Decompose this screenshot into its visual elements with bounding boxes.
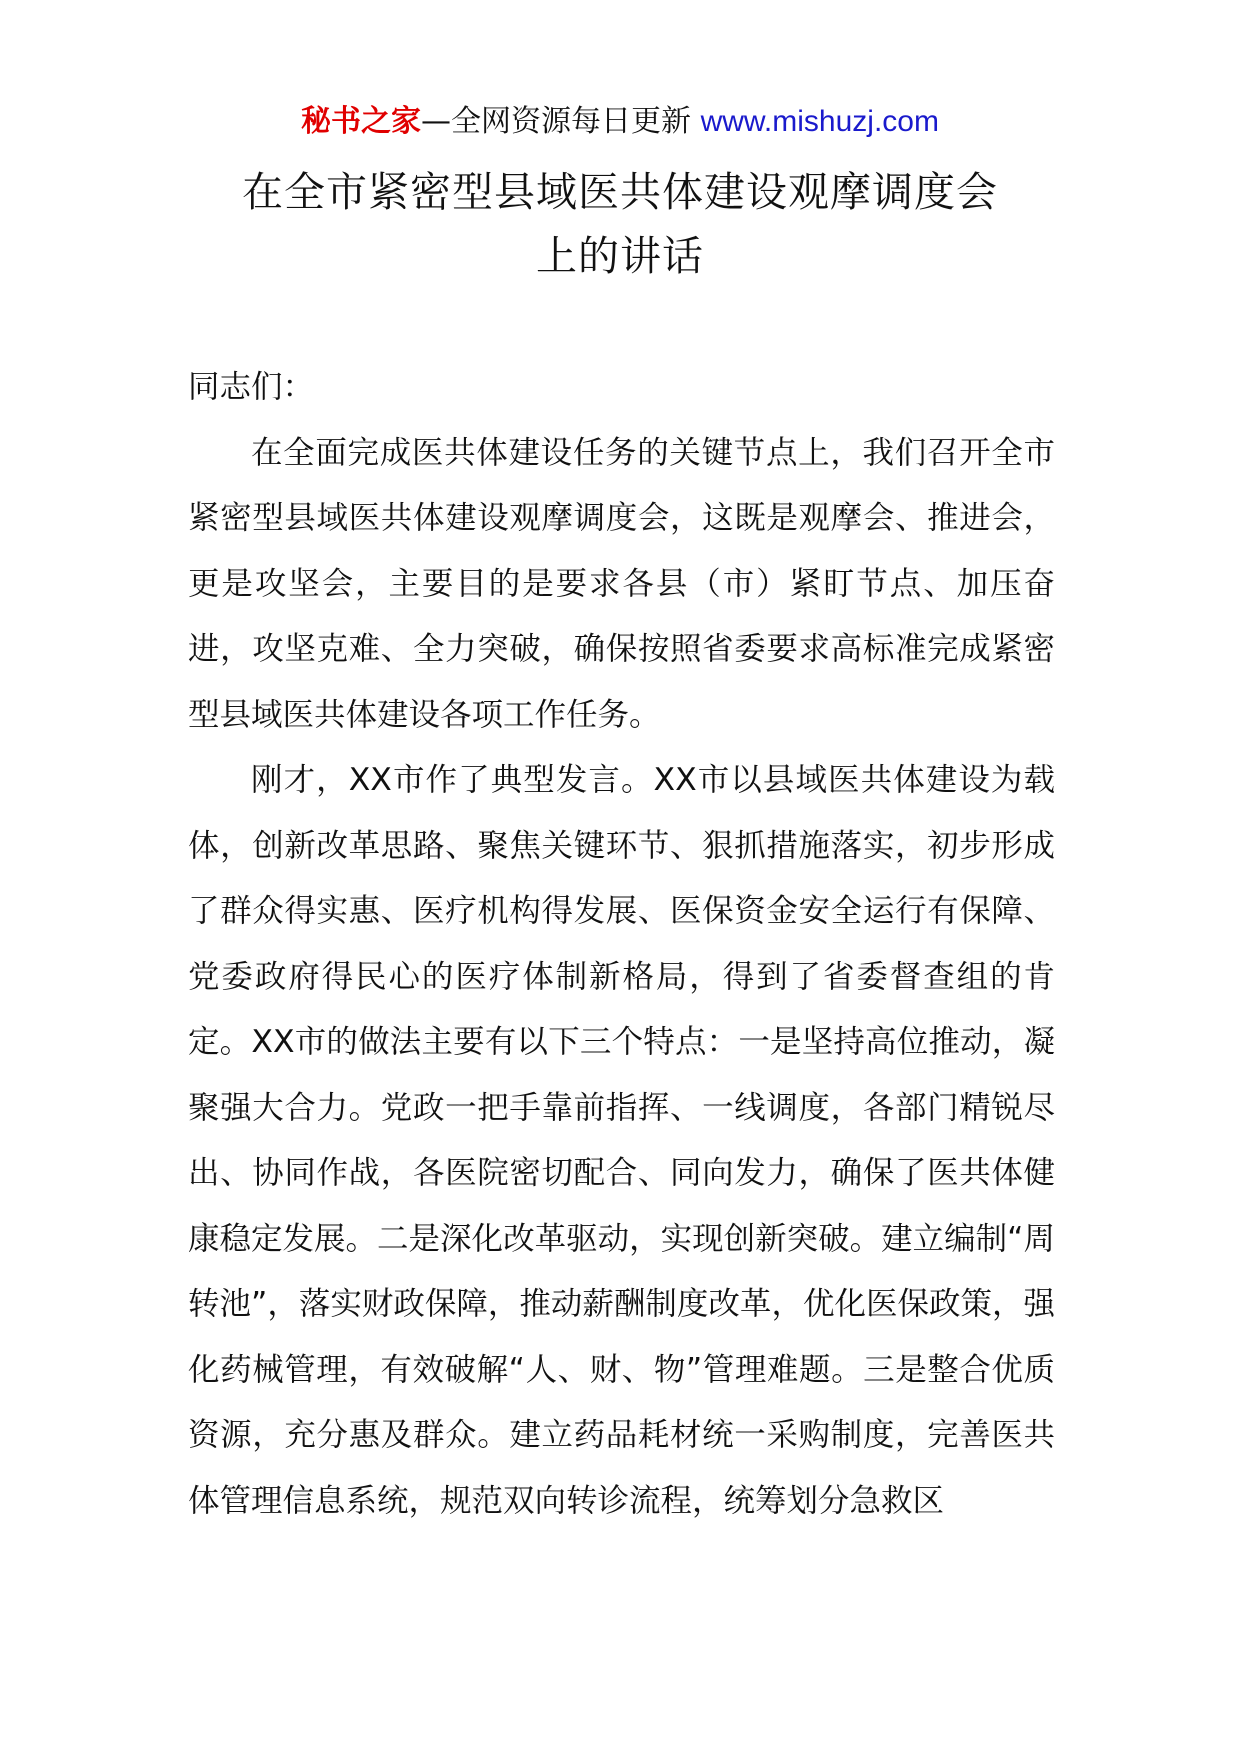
title-line-2: 上的讲话: [536, 232, 704, 280]
watermark-header: [0, 100, 1240, 144]
document-body: [188, 355, 1055, 1534]
brand-name: 秘书之家: [301, 104, 422, 139]
document-title: [0, 160, 1240, 288]
title-line-1: 在全市紧密型县域医共体建设观摩调度会: [242, 168, 998, 216]
paragraph-2: 刚才，XX市作了典型发言。XX市以县域医共体建设为载体，创新改革思路、聚焦关键环节、狠抓措施落实，初步形成了群众得实惠、医疗机构得发展、医保资金安全运行有保障、党委政府得民心的医疗体制新格局，得到了省委督查组的肯定。XX市的做法主要有以下三个特点：一是坚持高位推动，凝聚强大合力。党政一把手靠前指挥、一线调度，各部门精锐尽出、协同作战，各医院密切配合、同向发力，确保了医共体健康稳定发展。二是深化改革驱动，实现创新突破。建立编制“周转池”，落实财政保障，推动薪酬制度改革，优化医保政策，强化药械管理，有效破解“人、财、物”管理难题。三是整合优质资源，充分惠及群众。建立药品耗材统一采购制度，完善医共体管理信息系统，规范双向转诊流程，统筹划分急救区: [188, 762, 1055, 1519]
paragraph-1: 在全面完成医共体建设任务的关键节点上，我们召开全市紧密型县域医共体建设观摩调度会，这既是观摩会、推进会，更是攻坚会，主要目的是要求各县（市）紧盯节点、加压奋进，攻坚克难、全力突破，确保按照省委要求高标准完成紧密型县域医共体建设各项工作任务。: [188, 434, 1055, 733]
site-url-link[interactable]: www.mishuzj.com: [700, 105, 939, 138]
salutation: 同志们：: [188, 369, 315, 405]
header-tagline: —全网资源每日更新: [421, 104, 701, 139]
